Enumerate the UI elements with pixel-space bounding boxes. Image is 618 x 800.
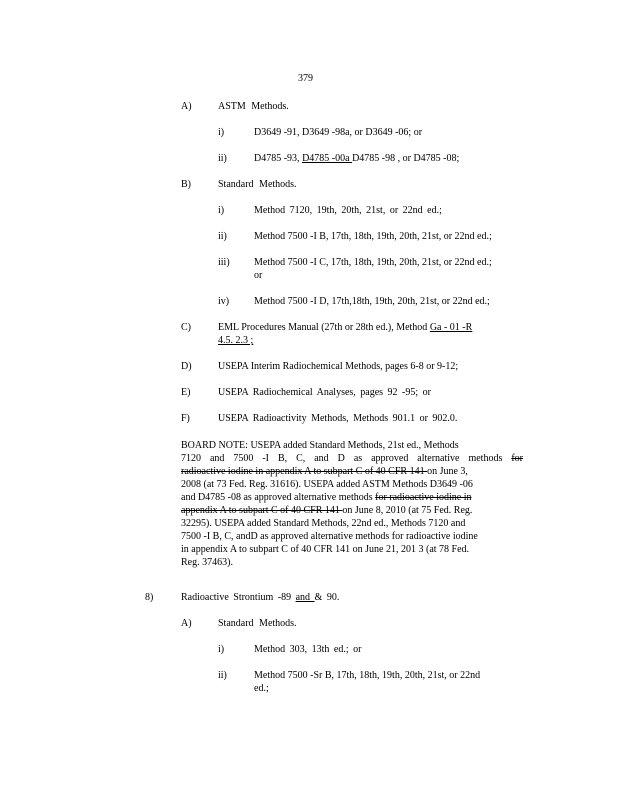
item-8-a-title: Standard Methods. <box>218 618 297 629</box>
item-d-text: USEPA Interim Radiochemical Methods, pages 6-8 or 9-12; <box>218 361 459 372</box>
item-e-marker: E) <box>181 387 191 398</box>
item-8-title-text: Radioactive Strontium -89 <box>181 592 296 603</box>
item-b-iii-marker: iii) <box>218 257 230 268</box>
item-a-i-text: D3649 -91, D3649 -98a, or D3649 -06; or <box>254 127 423 138</box>
item-b-i-marker: i) <box>218 205 225 216</box>
item-a-ii-marker: ii) <box>218 153 227 164</box>
board-note-line-5 <box>181 492 523 503</box>
item-c-method-code: Ga - 01 -R <box>429 322 473 333</box>
item-f-text: USEPA Radioactivity Methods, Methods 901.1 or 902.0. <box>218 413 458 424</box>
item-8-a-i-text: Method 303, 13th ed.; or <box>254 644 362 655</box>
board-note-deleted: for <box>511 453 523 464</box>
item-a-marker: A) <box>181 101 192 112</box>
board-note-line-10: Reg. 37463). <box>181 557 233 568</box>
board-note-text: and D4785 -08 as approved alternative methods <box>181 492 376 503</box>
item-c-line2: 4.5. 2.3 ; <box>218 335 254 346</box>
board-note-deleted: radioactive iodine in appendix A to subpart C of 40 CFR 141 <box>181 466 428 477</box>
item-b-iv-text: Method 7500 -I D, 17th,18th, 19th, 20th, 21st, or 22nd ed.; <box>254 296 490 307</box>
board-note-line-6 <box>181 505 523 516</box>
item-8-a-ii-marker: ii) <box>218 670 227 681</box>
item-a-i-marker: i) <box>218 127 225 138</box>
item-c-marker: C) <box>181 322 191 333</box>
board-note-deleted: appendix A to subpart C of 40 CFR 141 <box>181 505 343 516</box>
item-8-title-end: & 90. <box>314 592 340 603</box>
item-a-ii-insert: D4785 -00a <box>302 153 353 164</box>
board-note-text: BOARD NOTE: USEPA added Standard Methods, 21st ed., Methods <box>181 440 459 451</box>
board-note-line-2 <box>181 453 523 464</box>
item-b-iii-line2: or <box>254 270 263 281</box>
item-e-text: USEPA Radiochemical Analyses, pages 92 -95; or <box>218 387 431 398</box>
board-note-text: on June 3, <box>427 466 468 477</box>
item-8-marker: 8) <box>145 592 154 603</box>
item-c-line1-text: EML Procedures Manual (27th or 28th ed.), Method <box>218 322 430 333</box>
board-note-line-3 <box>181 466 523 477</box>
board-note-text: 7120 and 7500 -I B, C, and D as approved alternative methods <box>181 453 512 464</box>
item-8-a-ii-line2: ed.; <box>254 683 269 694</box>
board-note-text: on June 8, 2010 (at 75 Fed. Reg. <box>342 505 473 516</box>
board-note-line-4: 2008 (at 73 Fed. Reg. 31616). USEPA added ASTM Methods D3649 -06 <box>181 479 473 490</box>
item-f-marker: F) <box>181 413 190 424</box>
item-8-a-ii-line1: Method 7500 -Sr B, 17th, 18th, 19th, 20th, 21st, or 22nd <box>254 670 481 681</box>
item-8-a-i-marker: i) <box>218 644 225 655</box>
item-a-ii-pre: D4785 -93, <box>254 153 303 164</box>
item-a-title: ASTM Methods. <box>218 101 289 112</box>
item-b-i-text: Method 7120, 19th, 20th, 21st, or 22nd ed.; <box>254 205 442 216</box>
board-note-line-8: 7500 -I B, C, andD as approved alternative methods for radioactive iodine <box>181 531 478 542</box>
item-b-marker: B) <box>181 179 191 190</box>
item-8-insert: and <box>295 592 315 603</box>
item-8-title <box>181 592 339 603</box>
page-number: 379 <box>298 73 313 84</box>
item-b-title: Standard Methods. <box>218 179 297 190</box>
item-b-iii-line1: Method 7500 -I C, 17th, 18th, 19th, 20th, 21st, or 22nd ed.; <box>254 257 492 268</box>
board-note-deleted: for radioactive iodine in <box>375 492 472 503</box>
item-b-iv-marker: iv) <box>218 296 230 307</box>
item-b-ii-marker: ii) <box>218 231 227 242</box>
board-note-line-7: 32295). USEPA added Standard Methods, 22nd ed., Methods 7120 and <box>181 518 466 529</box>
item-a-ii-text <box>254 153 459 164</box>
item-d-marker: D) <box>181 361 192 372</box>
item-c-line1 <box>218 322 472 333</box>
board-note-line-9: in appendix A to subpart C of 40 CFR 141 on June 21, 201 3 (at 78 Fed. <box>181 544 470 555</box>
item-b-ii-text: Method 7500 -I B, 17th, 18th, 19th, 20th, 21st, or 22nd ed.; <box>254 231 492 242</box>
item-a-ii-post: D4785 -98 , or D4785 -08; <box>352 153 460 164</box>
board-note-line-1 <box>181 440 523 451</box>
item-8-a-marker: A) <box>181 618 192 629</box>
